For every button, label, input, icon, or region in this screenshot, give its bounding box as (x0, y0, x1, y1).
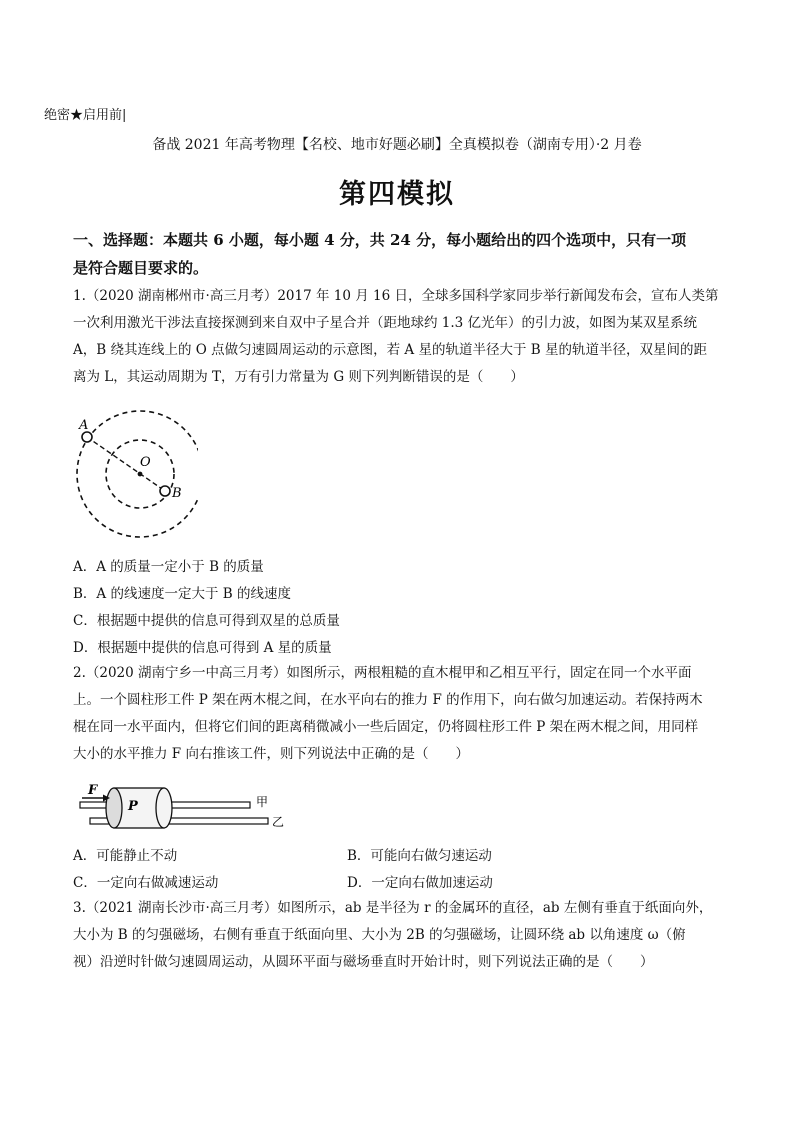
q2-text-line: 上。一个圆柱形工件 P 架在两木棍之间，在水平向右的推力 F 的作用下，向右做匀加速运动。若保持两木 (73, 692, 703, 708)
label-yi: 乙 (272, 815, 285, 829)
q3-text-line: 大小为 B 的匀强磁场，右侧有垂直于纸面向里、大小为 2B 的匀强磁场，让圆环绕 ab 以角速度 ω（俯 (73, 927, 686, 943)
q2-option-a: A．可能静止不动 (73, 848, 178, 864)
exam-header: 备战 2021 年高考物理【名校、地市好题必刷】全真模拟卷（湖南专用）·2 月卷 (152, 137, 642, 153)
page-title: 第四模拟 (339, 179, 455, 210)
cylinder-rods-figure (74, 780, 294, 836)
q2-option-d: D．一定向右做加速运动 (347, 875, 493, 891)
label-a: A (79, 418, 89, 433)
section-heading-line-1: 一、选择题：本题共 6 小题，每小题 4 分，共 24 分，每小题给出的四个选项中，只有一项 (73, 231, 687, 249)
q2-text-line: 2.（2020 湖南宁乡一中高三月考）如图所示，两根粗糙的直木棍甲和乙相互平行，固定在同一个水平面 (73, 665, 692, 681)
q1-option-d: D．根据题中提供的信息可得到 A 星的质量 (73, 640, 332, 656)
label-jia: 甲 (256, 795, 269, 809)
q2-option-b: B．可能向右做匀速运动 (347, 848, 492, 864)
center-point-o (138, 472, 143, 477)
q1-text-line: 一次利用激光干涉法直接探测到来自双中子星合并（距地球约 1.3 亿光年）的引力波，如图为某双星系统 (73, 315, 698, 331)
star-a (82, 432, 92, 442)
binary-star-figure (68, 404, 198, 540)
q2-text-line: 棍在同一水平面内，但将它们间的距离稍微减小一些后固定，仍将圆柱形工件 P 架在两木棍之间，用同样 (73, 719, 699, 735)
q3-text-line: 3.（2021 湖南长沙市·高三月考）如图所示，ab 是半径为 r 的金属环的直径，ab 左侧有垂直于纸面向外， (73, 900, 713, 916)
q1-text-line: 1.（2020 湖南郴州市·高三月考）2017 年 10 月 16 日，全球多国科学家同步举行新闻发布会，宣布人类第 (73, 288, 719, 304)
q1-option-c: C．根据题中提供的信息可得到双星的总质量 (73, 613, 340, 629)
connecting-line (87, 437, 165, 491)
q1-option-b: B．A 的线速度一定大于 B 的线速度 (73, 586, 291, 602)
q3-text-line: 视）沿逆时针做匀速圆周运动，从圆环平面与磁场垂直时开始计时，则下列说法正确的是（ ） (73, 954, 654, 970)
label-b: B (172, 486, 182, 501)
q2-option-c: C．一定向右做减速运动 (73, 875, 219, 891)
q1-text-line: 离为 L，其运动周期为 T，万有引力常量为 G 则下列判断错误的是（ ） (73, 369, 524, 385)
confidential-mark: 绝密★启用前| (44, 108, 127, 123)
outer-orbit (77, 411, 198, 537)
cylinder-end (106, 788, 122, 828)
cylinder-far-end (156, 788, 172, 828)
label-o: O (140, 455, 151, 470)
label-f: F (88, 783, 98, 798)
q2-text-line: 大小的水平推力 F 向右推该工件，则下列说法中正确的是（ ） (73, 746, 469, 762)
section-heading-line-2: 是符合题目要求的。 (73, 259, 209, 277)
star-b (160, 486, 170, 496)
label-p: P (128, 799, 138, 814)
q1-option-a: A．A 的质量一定小于 B 的质量 (73, 559, 264, 575)
q1-text-line: A，B 绕其连线上的 O 点做匀速圆周运动的示意图，若 A 星的轨道半径大于 B 星的轨道半径，双星间的距 (73, 342, 707, 358)
